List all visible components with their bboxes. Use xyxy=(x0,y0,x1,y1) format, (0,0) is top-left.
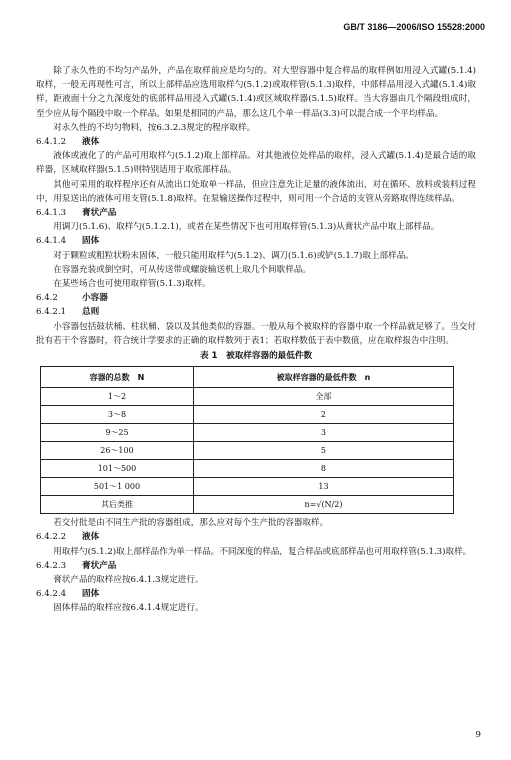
table-row xyxy=(41,424,454,442)
section-heading xyxy=(36,135,476,149)
table-row xyxy=(41,460,454,478)
paragraph: 在容器充装或倒空时，可从传送带或螺旋输送机上取几个间歇样品。 xyxy=(53,264,312,275)
paragraph: 对永久性的不均匀物料，按6.3.2.3规定的程序取样。 xyxy=(53,122,256,133)
table-row xyxy=(41,478,454,496)
cell-min-sampled: 2 xyxy=(193,406,453,424)
paragraph: 膏状产品的取样应按6.4.1.3规定进行。 xyxy=(53,575,204,586)
section-number: 6.4.1.4 xyxy=(36,236,67,247)
paragraph: 在某些场合也可使用取样管(5.1.3)取样。 xyxy=(53,279,211,290)
table-caption: 表 1 被取样容器的最低件数 xyxy=(199,351,313,362)
section-heading xyxy=(36,587,476,601)
paragraph: 其他可采用的取样程序还有从流出口处取单一样品，但应注意先让足量的液体流出，对在循环、放料或装料过程中，用泵送出的液体可用支管(5.1.8)取样。在泵输送操作过程中，则可用一个合适的支管从旁路取得连续样品。 xyxy=(36,179,476,204)
cell-min-sampled: n=√(N/2) xyxy=(193,496,453,514)
section-heading xyxy=(36,559,476,573)
paragraph: 用取样勺(5.1.2)取上部样品作为单一样品。不同深度的样品，复合样品或底部样品也可用取样管(5.1.3)取样。 xyxy=(53,546,472,557)
document-body xyxy=(36,64,476,616)
section-number: 6.4.2.4 xyxy=(36,589,67,600)
section-title: 膏状产品 xyxy=(82,560,117,571)
paragraph: 小容器包括鼓状桶、柱状桶、袋以及其他类似的容器。一般从每个被取样的容器中取一个样品就足够了。当交付批有若干个容器时，符合统计学要求的正确的取样数列于表1；若取样数低于表中数值，应在取样报告中注明。 xyxy=(36,321,476,346)
top-section xyxy=(36,64,476,348)
cell-total-containers: 3～8 xyxy=(41,406,194,424)
paragraph: 固体样品的取样应按6.4.1.4规定进行。 xyxy=(53,603,204,614)
table-row xyxy=(41,496,454,514)
section-heading xyxy=(36,305,476,319)
section-title: 固体 xyxy=(82,589,100,600)
paragraph: 用调刀(5.1.6)、取样勺(5.1.2.1)，或者在某些情况下也可用取样管(5.1.3)从膏状产品中取上部样品。 xyxy=(53,222,440,233)
cell-total-containers: 1～2 xyxy=(41,388,194,406)
cell-total-containers: 其后类推 xyxy=(41,496,194,514)
cell-min-sampled: 8 xyxy=(193,460,453,478)
section-title: 膏状产品 xyxy=(82,208,117,219)
table-row xyxy=(41,406,454,424)
cell-total-containers: 9～25 xyxy=(41,424,194,442)
table-row xyxy=(41,388,454,406)
paragraph: 对于颗粒或粗粒状粉末固体，一般只能用取样勺(5.1.2)、调刀(5.1.6)或铲(5.1.7)取上部样品。 xyxy=(53,250,414,261)
paragraph: 液体或液化了的产品可用取样勺(5.1.2)取上部样品。对其他液位处样品的取样，浸入式罐(5.1.4)是最合适的取样器，区域取样器(5.1.5)则特别适用于取底部样品。 xyxy=(36,151,476,176)
section-number: 6.4.2 xyxy=(36,293,58,304)
header-total-containers: 容器的总数 N xyxy=(41,367,194,388)
section-title: 液体 xyxy=(82,137,100,148)
cell-total-containers: 26～100 xyxy=(41,442,194,460)
table-header-row xyxy=(41,367,454,388)
section-number: 6.4.2.1 xyxy=(36,307,67,318)
section-number: 6.4.1.3 xyxy=(36,208,67,219)
section-heading xyxy=(36,530,476,544)
standard-header: GB/T 3186—2006/ISO 15528:2000 xyxy=(343,22,485,32)
cell-total-containers: 101～500 xyxy=(41,460,194,478)
cell-min-sampled: 5 xyxy=(193,442,453,460)
paragraph: 若交付批是由不同生产批的容器组成，那么应对每个生产批的容器取样。 xyxy=(53,518,329,529)
cell-min-sampled: 3 xyxy=(193,424,453,442)
section-title: 小容器 xyxy=(82,293,108,304)
table-row xyxy=(41,442,454,460)
paragraph: 除了永久性的不均匀产品外，产品在取样前应是均匀的。对大型容器中复合样品的取样例如用浸入式罐(5.1.4)取样，一般无再现性可言，所以上部样品应选用取样勺(5.1.2)或取样管(5.1.3)取样，中部样品用浸入式罐(5.1.4)取样，距液面十分之九深度处的底部样品用浸入式罐(5.1.4)或区域取样器(5.1.5)取样。当大容器由几个隔段组成时，至少应从每个隔段中取一个样品。如果是相同的产品，那么这几个单一样品(3.3)可以混合成一个平均样品。 xyxy=(36,66,476,119)
page-number: 9 xyxy=(475,730,481,740)
cell-total-containers: 501～1 000 xyxy=(41,478,194,496)
header-min-sampled: 被取样容器的最低件数 n xyxy=(193,367,453,388)
cell-min-sampled: 13 xyxy=(193,478,453,496)
table-body xyxy=(41,388,454,514)
sampling-table xyxy=(40,366,454,514)
section-heading xyxy=(36,206,476,220)
section-title: 固体 xyxy=(82,236,100,247)
section-heading xyxy=(36,291,476,305)
section-number: 6.4.2.2 xyxy=(36,532,67,543)
section-title: 液体 xyxy=(82,532,100,543)
section-title: 总则 xyxy=(82,307,100,318)
bottom-section xyxy=(36,516,476,615)
cell-min-sampled: 全部 xyxy=(193,388,453,406)
section-number: 6.4.1.2 xyxy=(36,137,67,148)
section-heading xyxy=(36,234,476,248)
section-number: 6.4.2.3 xyxy=(36,560,67,571)
